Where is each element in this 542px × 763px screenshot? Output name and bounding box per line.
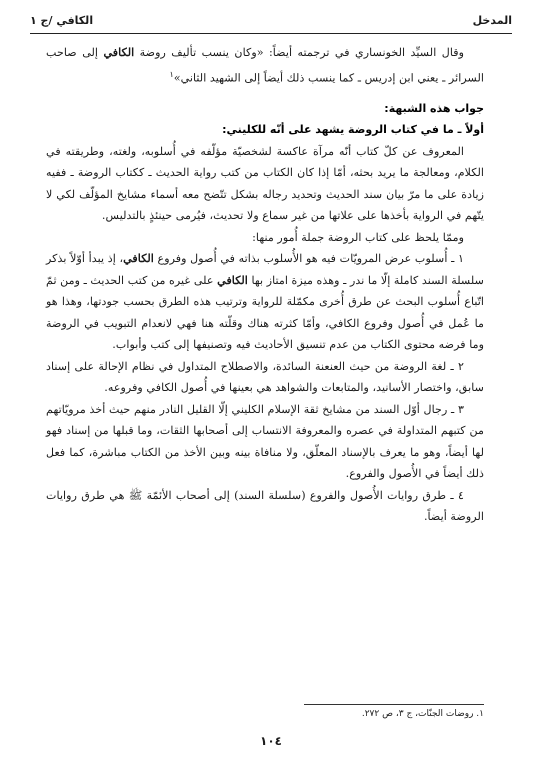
running-head	[30, 14, 512, 32]
page-number: ١٠٤	[260, 734, 282, 748]
list-item-1: ١ ـ أُسلوب عرض المرويّات فيه هو الأُسلوب بذاته في أُصول وفروع الكافي، إذ يبدأ أوّلاً بذكر سلسلة السند كاملة إلّا ما ندر ـ وهذه ميزة امتاز بها الكافي على غيره من كتب الحديث ـ ومن ثمّ اتّباع أُسلوب البحث عن طرق أُخرى مكمّلة للرواية وترتيب هذه الطرق بحسب جودتها، وهذا هو ما عُمل في أُصول وفروع الكافي، وأمّا كثرته هناك وقلّته هنا فهي لانعدام التبويب في الروضة وما فرضه محتوى الكتاب من عدم تنسيق الأحاديث فيه وتصنيفها إلى كتب وأبواب.	[46, 251, 484, 352]
section-title: المدخل	[472, 14, 512, 27]
first-point-heading: أولاً ـ ما في كتاب الروضة يشهد على أنّه للكليني:	[222, 123, 484, 137]
answer-heading: جواب هذه الشبهة:	[384, 101, 484, 115]
list-item-3: ٣ ـ رجال أوّل السند من مشايخ ثقة الإسلام الكليني إلّا القليل النادر منهم حيث أخذ مرويّاتهم من كتبهم المتداولة في عصره والمعروفة الانتساب إلى أصحابها الثقات، وما قبلها من إسناد فهو لها أيضاً، وهو ما يعرف بالإسناد المعلّق، ولا منافاة بينه وبين الأخذ من الكتاب مباشرة، كما فعل ذلك أيضاً في الأُصول والفروع.	[46, 402, 484, 481]
footnote-rule	[304, 704, 484, 705]
kafi-term: الكافي	[103, 45, 135, 59]
paragraph-notice: وممّا يلحظ على كتاب الروضة جملة أُمور منها:	[252, 230, 464, 244]
footnote: ١. روضات الجنّات، ج ٣، ص ٢٧٢.	[361, 709, 484, 719]
footnote-ref[interactable]: ١	[169, 69, 174, 79]
book-volume-title: الكافي /ج ١	[30, 14, 94, 27]
list-item-4: ٤ ـ طرق روايات الأُصول والفروع (سلسلة السند) إلى أصحاب الأئمّة ﷺ هي طرق روايات الروضة أيضاً.	[46, 488, 484, 524]
main-text	[46, 42, 484, 528]
paragraph-known: المعروف عن كلّ كتاب أنّه مرآة عاكسة لشخصيّة مؤلّفه في أُسلوبه، ولغته، وطريقته في الكلام، ومعالجة ما يريد بحثه، أمّا إذا كان الكتاب من كتب رواية الحديث ـ ككتاب الروضة ـ ففيه زيادة على ما مرّ بيان سند الحديث وتحديد رجاله بشكل تتّضح معه أسماء مشايخ المؤلّف لكي لا يتّهم في الرواية بأخذها على علاتها من غير سماع ولا تحديث، فيُرمى حينئذٍ بالتدليس.	[46, 144, 484, 223]
quote-paragraph: وقال السيِّد الخونساري في ترجمته أيضاً: «وكان ينسب تأليف روضة الكافي إلى صاحب السرائر ـ يعني ابن إدريس ـ كما ينسب ذلك أيضاً إلى الشهيد الثاني»$^١$	[46, 45, 484, 85]
list-item-2: ٢ ـ لغة الروضة من حيث العنعنة السائدة، والاصطلاح المتداول في نظام الإحالة على إسناد سابق، واختصار الأسانيد، والمتابعات والشواهد هي بعينها في أُصول الكافي وفروعه.	[46, 359, 484, 395]
header-rule	[30, 33, 512, 34]
